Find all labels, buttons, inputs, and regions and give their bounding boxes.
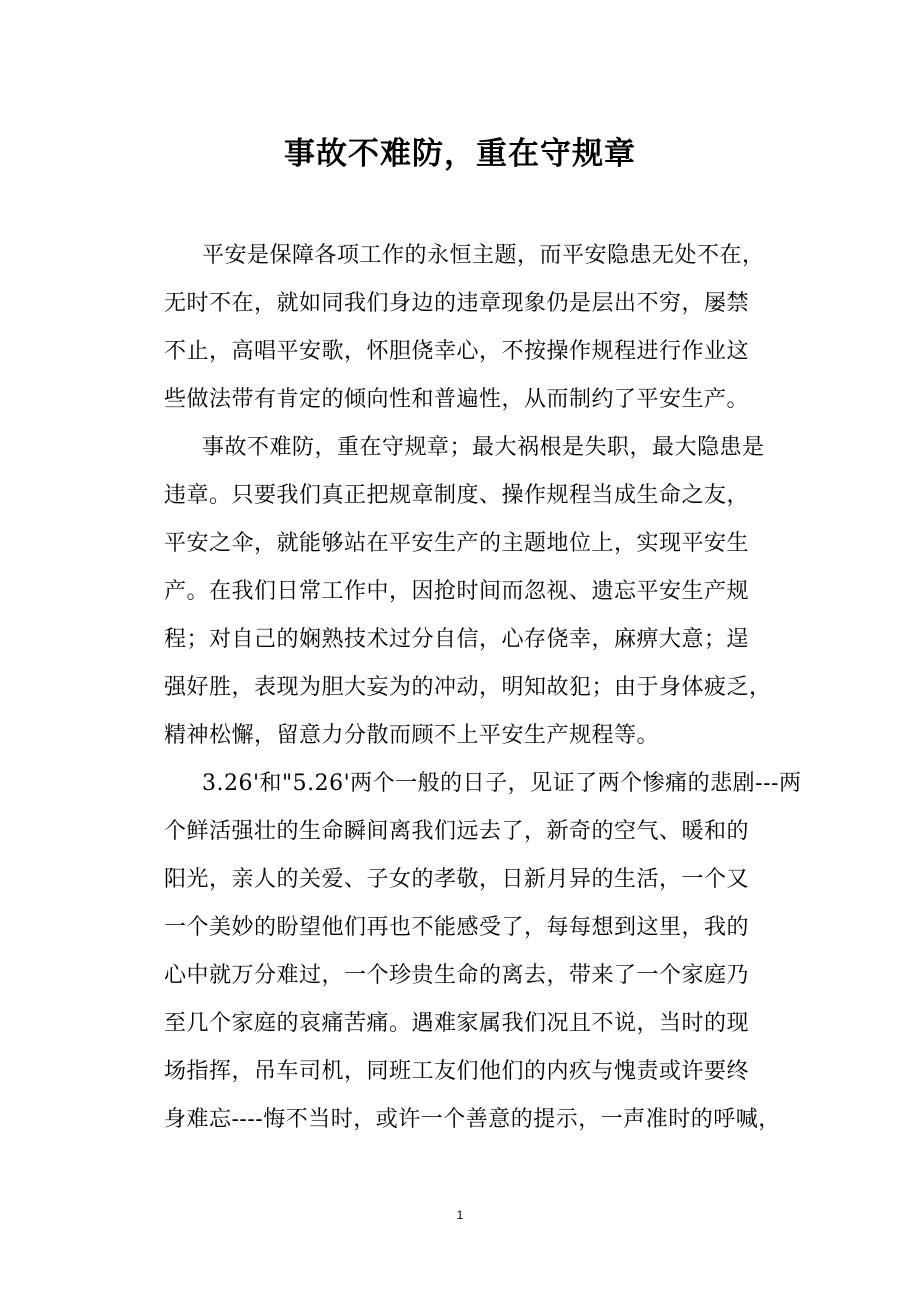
text-line: 3.26'和"5.26'两个一般的日子，见证了两个惨痛的悲剧---两 (202, 771, 802, 796)
paragraph (164, 424, 788, 760)
text-line: 心中就万分难过，一个珍贵生命的离去，带来了一个家庭乃 (164, 963, 750, 988)
text-line: 场指挥，吊车司机，同班工友们他们的内疚与愧责或许要终 (164, 1059, 750, 1084)
text-line: 产。在我们日常工作中，因抢时间而忽视、遗忘平安生产规 (164, 579, 750, 604)
page-number: 1 (456, 1208, 464, 1222)
text-line: 阳光，亲人的关爱、子女的孝敬，日新月异的生活，一个又 (164, 867, 750, 892)
paragraph (164, 232, 788, 424)
text-line: 无时不在，就如同我们身边的违章现象仍是层出不穷，屡禁 (164, 291, 750, 316)
text-line: 至几个家庭的哀痛苦痛。遇难家属我们况且不说，当时的现 (164, 1011, 750, 1036)
text-line: 事故不难防，重在守规章；最大祸根是失职，最大隐患是 (202, 435, 765, 460)
document-title: 事故不难防，重在守规章 (284, 136, 636, 172)
text-line: 不止，高唱平安歌，怀胆侥幸心，不按操作规程进行作业这 (164, 339, 750, 364)
text-line: 平安之伞，就能够站在平安生产的主题地位上，实现平安生 (164, 531, 750, 556)
document-body (164, 232, 802, 1144)
text-line: 身难忘----悔不当时，或许一个善意的提示，一声准时的呼喊， (164, 1107, 781, 1132)
paragraph (164, 760, 802, 1144)
text-line: 一个美妙的盼望他们再也不能感受了，每每想到这里，我的 (164, 915, 750, 940)
text-line: 些做法带有肯定的倾向性和普遍性，从而制约了平安生产。 (164, 387, 750, 412)
text-line: 个鲜活强壮的生命瞬间离我们远去了，新奇的空气、暖和的 (164, 819, 750, 844)
text-line: 程；对自己的娴熟技术过分自信，心存侥幸，麻痹大意；逞 (164, 627, 750, 652)
text-line: 违章。只要我们真正把规章制度、操作规程当成生命之友， (164, 483, 750, 508)
text-line: 精神松懈，留意力分散而顾不上平安生产规程等。 (164, 723, 660, 748)
text-line: 平安是保障各项工作的永恒主题，而平安隐患无处不在， (202, 243, 765, 268)
text-line: 强好胜，表现为胆大妄为的冲动，明知故犯；由于身体疲乏， (164, 675, 772, 700)
